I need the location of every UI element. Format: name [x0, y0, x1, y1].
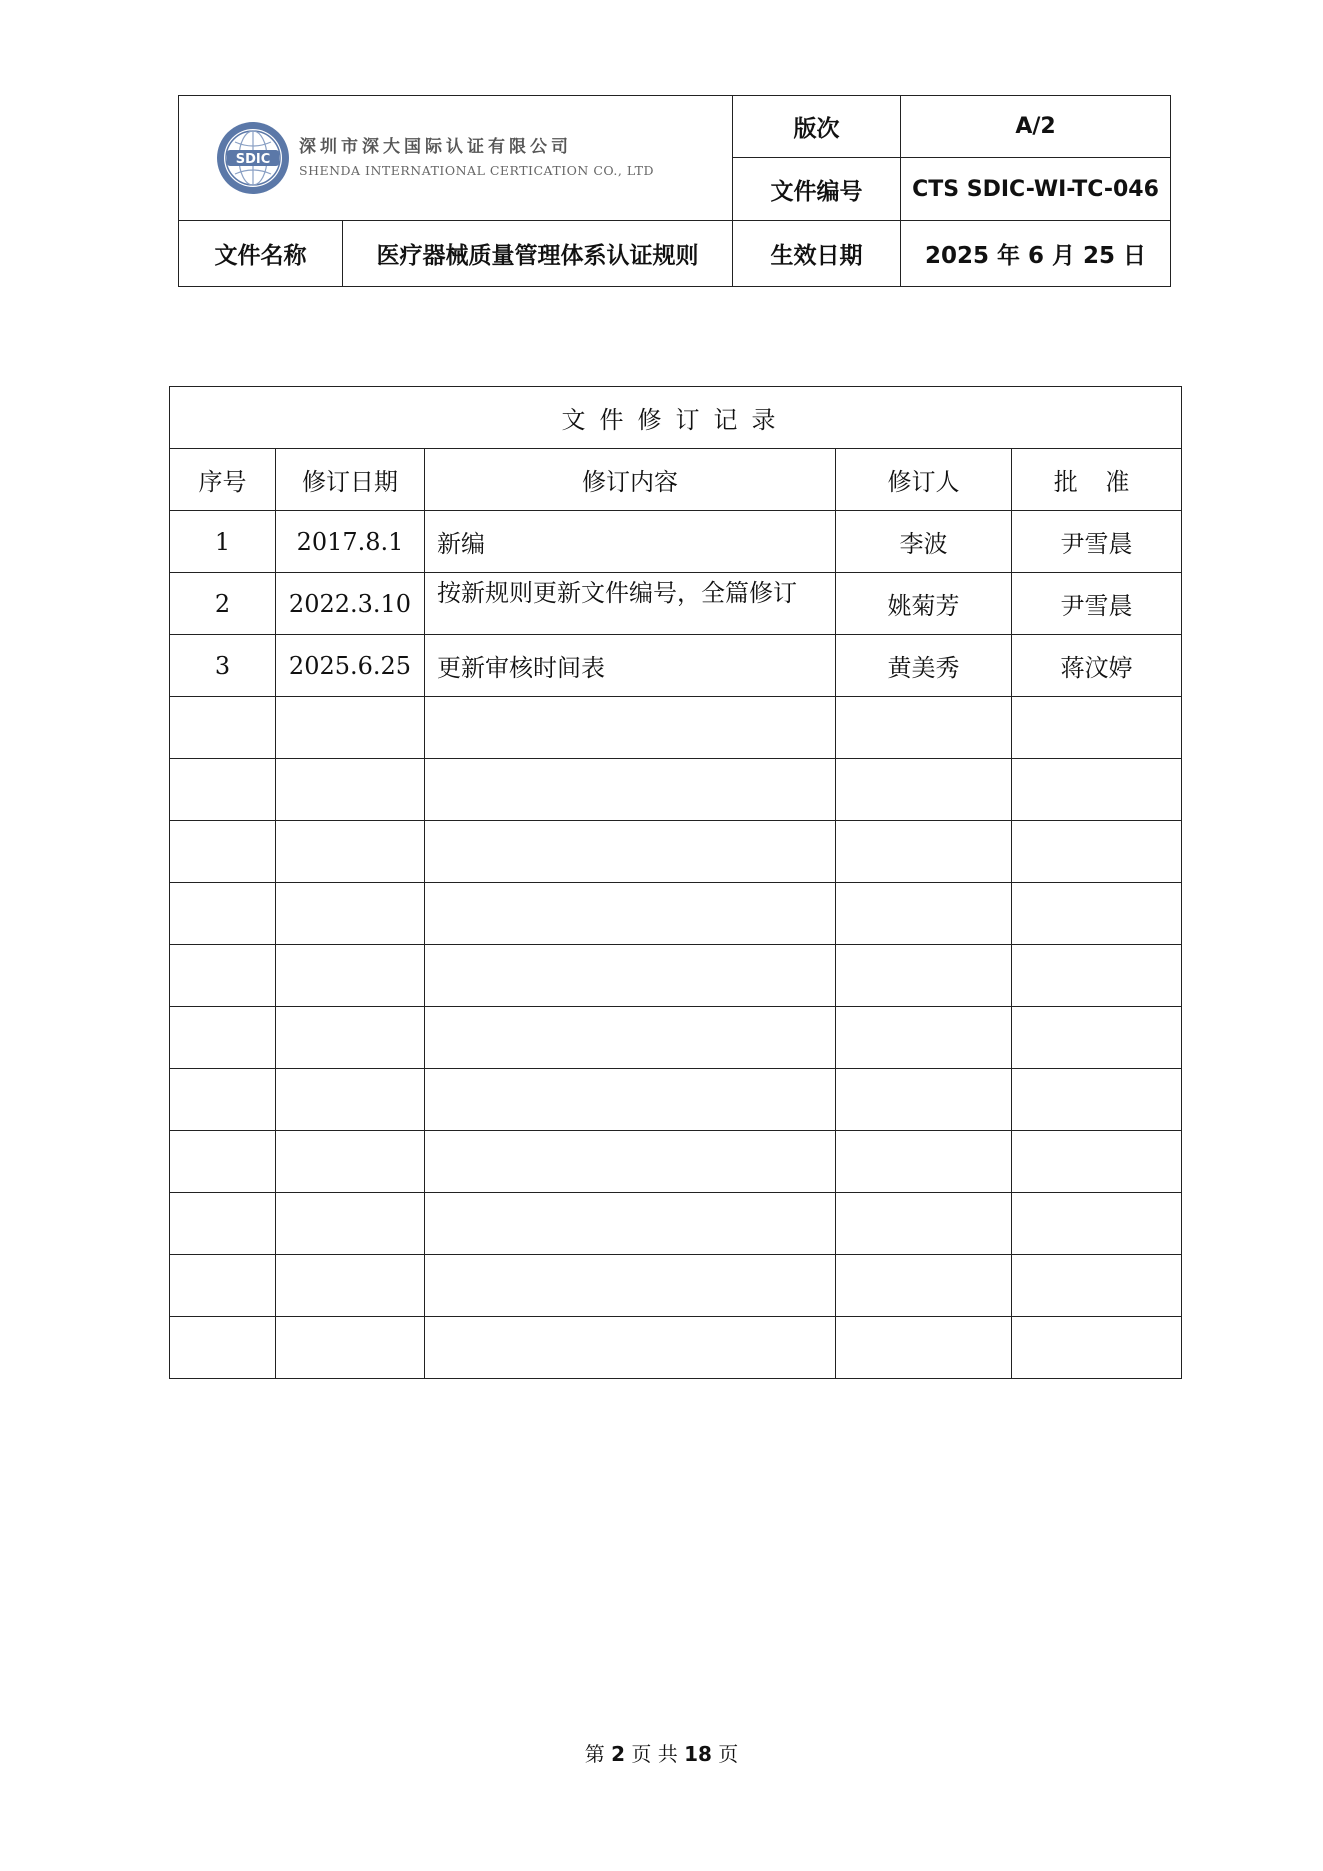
revision-table-title: 文件修订记录: [170, 387, 1182, 449]
col-header-content: 修订内容: [425, 449, 836, 511]
doc-number-label: 文件编号: [733, 158, 901, 221]
table-row: [170, 573, 1182, 635]
company-logo-icon: [215, 120, 291, 196]
page-total: 18: [684, 1742, 712, 1766]
row-approver: 尹雪晨: [1012, 573, 1182, 635]
edition-value: A/2: [901, 96, 1171, 158]
edition-label: 版次: [733, 96, 901, 158]
empty-row: [170, 1317, 1182, 1379]
page-prefix: 第: [584, 1742, 605, 1766]
empty-row: [170, 1193, 1182, 1255]
table-row: [170, 511, 1182, 573]
row-reviser: 李波: [836, 511, 1012, 573]
doc-name-label: 文件名称: [179, 221, 343, 287]
table-row: [170, 635, 1182, 697]
row-date: 2025.6.25: [276, 635, 425, 697]
doc-number-value: CTS SDIC-WI-TC-046: [901, 158, 1171, 221]
empty-row: [170, 1007, 1182, 1069]
row-content: 更新审核时间表: [425, 635, 836, 697]
row-content: 按新规则更新文件编号，全篇修订: [437, 579, 797, 607]
logo-emblem-text: SDIC: [235, 152, 271, 167]
page-current: 2: [611, 1742, 625, 1766]
page-middle: 页 共: [631, 1742, 678, 1766]
row-reviser: 姚菊芳: [836, 573, 1012, 635]
row-reviser: 黄美秀: [836, 635, 1012, 697]
effective-date-value: 2025 年 6 月 25 日: [901, 221, 1171, 287]
document-header-table: [178, 95, 1171, 287]
row-approver: 蒋汶婷: [1012, 635, 1182, 697]
empty-row: [170, 883, 1182, 945]
page-suffix: 页: [718, 1742, 739, 1766]
row-no: 2: [170, 573, 276, 635]
row-date: 2017.8.1: [276, 511, 425, 573]
col-header-date: 修订日期: [276, 449, 425, 511]
row-approver: 尹雪晨: [1012, 511, 1182, 573]
row-content: 新编: [425, 511, 836, 573]
company-name-en: SHENDA INTERNATIONAL CERTICATION CO., LTD: [299, 163, 654, 178]
empty-row: [170, 1069, 1182, 1131]
row-no: 1: [170, 511, 276, 573]
company-logo-cell: [179, 96, 733, 221]
col-header-no: 序号: [170, 449, 276, 511]
revision-record-table: [169, 386, 1182, 1379]
doc-name-value: 医疗器械质量管理体系认证规则: [343, 221, 733, 287]
col-header-reviser: 修订人: [836, 449, 1012, 511]
empty-row: [170, 821, 1182, 883]
row-date: 2022.3.10: [276, 573, 425, 635]
empty-row: [170, 697, 1182, 759]
empty-row: [170, 945, 1182, 1007]
col-header-approver: 批 准: [1012, 449, 1182, 511]
empty-row: [170, 1131, 1182, 1193]
empty-row: [170, 1255, 1182, 1317]
company-name-cn: 深圳市深大国际认证有限公司: [299, 137, 572, 157]
effective-date-label: 生效日期: [733, 221, 901, 287]
row-content-cell: [425, 573, 836, 635]
page-footer: [0, 1738, 1323, 1767]
row-no: 3: [170, 635, 276, 697]
revision-header-row: [170, 449, 1182, 511]
empty-row: [170, 759, 1182, 821]
